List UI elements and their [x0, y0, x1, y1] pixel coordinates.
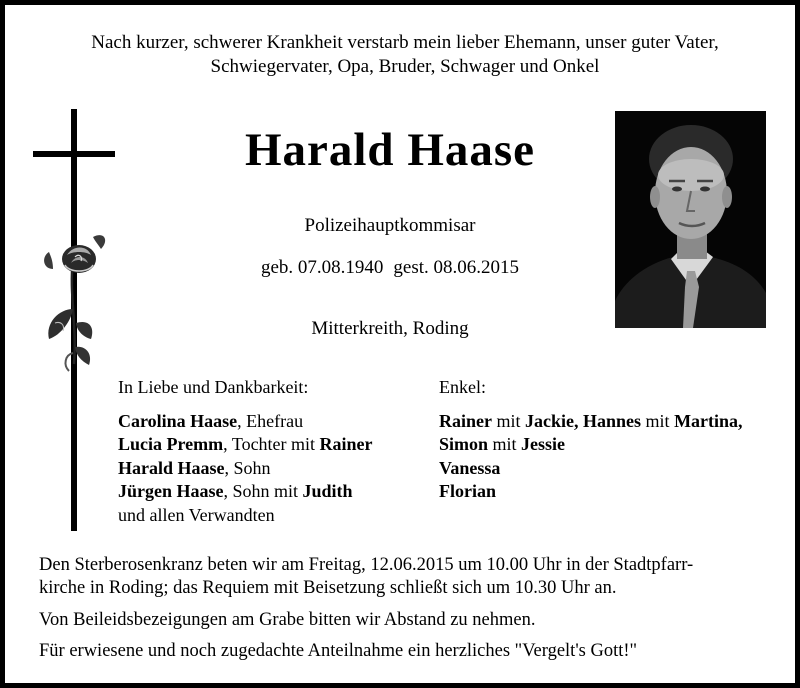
partner-name: Jackie — [525, 410, 575, 431]
partner-name: Jessie — [521, 434, 566, 454]
portrait-photo — [615, 111, 766, 328]
grandchild-row — [439, 457, 743, 481]
birth-date: geb. 07.08.1940 — [260, 257, 384, 278]
mourner-name: Lucia Premm — [118, 434, 224, 454]
condolence-request: Von Beileidsbezeigungen am Grabe bitten wir Abstand zu nehmen. — [39, 610, 536, 630]
grandchild-row — [439, 410, 743, 434]
partner-name: Martina — [674, 410, 739, 431]
mourner-relation: , Tochter mit — [223, 434, 320, 454]
rosary-line-2: kirche in Roding; das Requiem mit Beisetzung schließt sich um 10.30 Uhr an. — [39, 578, 617, 598]
connector-text: mit — [488, 434, 522, 454]
grandchildren-list — [439, 376, 743, 504]
life-dates — [145, 257, 635, 279]
rosary-line-1: Den Sterberosenkranz beten wir am Freitag, 12.06.2015 um 10.00 Uhr in der Stadtpfarr- — [39, 555, 694, 575]
death-date: gest. 08.06.2015 — [393, 257, 520, 278]
deceased-title: Polizeihauptkommisar — [304, 215, 476, 236]
mourner-row — [118, 433, 373, 457]
mourner-row — [118, 410, 373, 434]
mourner-name: Carolina Haase — [118, 410, 238, 431]
mourner-partner: Judith — [302, 481, 353, 501]
cross-with-rose-icon — [33, 109, 115, 531]
mourner-relation: , Sohn — [224, 457, 271, 478]
mourner-row — [118, 480, 373, 504]
connector-text: mit — [641, 410, 675, 431]
residence: Mitterkreith, Roding — [311, 318, 469, 339]
separator-text: , — [738, 410, 743, 431]
mourners-list — [118, 376, 373, 527]
mourner-partner: Rainer — [319, 434, 373, 454]
intro-line-1: Nach kurzer, schwerer Krankheit verstarb mein lieber Ehemann, unser guter Vater, — [91, 32, 719, 53]
mourner-name: Harald Haase — [118, 457, 225, 478]
mourners-footer: und allen Verwandten — [118, 504, 275, 525]
mourner-name: Jürgen Haase — [118, 481, 224, 501]
grandchild-name: Simon — [439, 434, 489, 454]
separator-text: , — [574, 410, 584, 431]
mourner-row — [118, 457, 373, 481]
mourners-heading: In Liebe und Dankbarkeit: — [118, 377, 309, 397]
grandchild-name: Rainer — [439, 410, 492, 431]
grandchild-name: Vanessa — [439, 457, 501, 478]
mourner-relation: , Ehefrau — [237, 410, 304, 431]
mourner-relation: , Sohn mit — [223, 481, 303, 501]
grandchild-row — [439, 480, 743, 504]
deceased-name: Harald Haase — [244, 124, 536, 176]
thanks-line: Für erwiesene und noch zugedachte Anteilnahme ein herzliches "Vergelt's Gott!" — [39, 641, 638, 661]
rosary-notice — [39, 554, 779, 600]
grandchild-name: Florian — [439, 481, 496, 501]
intro-line-2: Schwiegervater, Opa, Bruder, Schwager und Onkel — [210, 56, 600, 77]
intro-text — [35, 31, 775, 79]
grandchild-name: Hannes — [583, 410, 642, 431]
grandchild-row — [439, 433, 743, 457]
grandchildren-heading: Enkel: — [439, 377, 486, 397]
connector-text: mit — [492, 410, 526, 431]
